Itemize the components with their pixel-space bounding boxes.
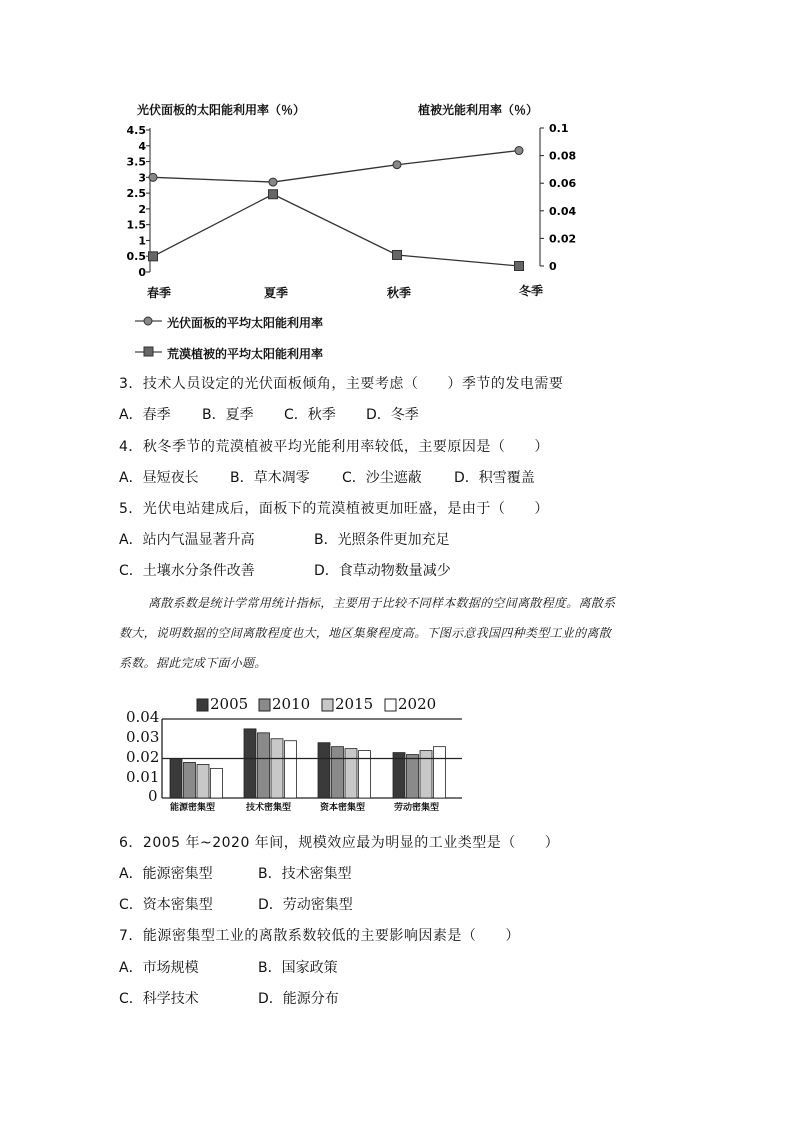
bar-2005 [170,759,182,799]
left-tick-label: 1.5 [126,218,146,232]
left-tick-label: 4.5 [126,124,146,137]
legend-label-veg: 荒漠植被的平均太阳能利用率 [167,347,324,361]
bar-category-technology: 技术密集型 [246,803,292,813]
bar-2020 [359,751,371,798]
right-axis-title: 植被光能利用率（％） [418,103,539,117]
question-7-option-b: B．国家政策 [258,960,338,976]
bar-2010 [258,733,270,798]
question-5-option-c: C．土壤水分条件改善 [119,563,255,579]
left-tick-label: 0 [138,266,146,279]
question-6-option-a: A．能源密集型 [119,866,213,882]
legend-label-2020: 2020 [398,695,437,713]
legend-swatch-2015 [322,699,333,711]
bar-category-labor: 劳动密集型 [394,803,440,813]
bar-2010 [184,762,196,798]
bar-y-tick-0.01: 0.01 [126,768,160,786]
bar-2010 [407,755,419,798]
legend-swatch-2010 [259,699,270,711]
right-tick-label: 0.04 [549,204,577,218]
bar-category-energy: 能源密集型 [170,803,216,813]
legend-label-2005: 2005 [210,695,249,713]
bar-2005 [393,753,405,798]
question-4-option-c: C．沙尘遮蔽 [342,470,422,486]
legend-swatch-2020 [385,699,396,711]
bar-2005 [318,743,330,798]
left-tick-label: 2 [138,202,146,216]
question-7-option-a: A．市场规模 [119,960,199,976]
question-7-option-c: C．科学技术 [119,991,199,1007]
right-tick-label: 0.02 [549,232,577,246]
question-6-option-d: D．劳动密集型 [258,897,353,913]
question-3-option-d: D．冬季 [366,407,419,423]
bars [170,729,446,798]
bar-y-tick-0.02: 0.02 [126,748,160,766]
question-4-option-d: D．积雪覆盖 [454,470,535,486]
passage-line-2: 数大，说明数据的空间离散程度也大，地区集聚程度高。下图示意我国四种类型工业的离散 [119,626,612,640]
question-6-stem: 6．2005 年~2020 年间，规模效应最为明显的工业类型是（ ） [119,835,560,851]
question-5-option-a: A．站内气温显著升高 [119,532,255,548]
question-3-option-a: A．春季 [119,407,171,423]
left-tick-label: 4 [138,139,146,153]
passage-line-1: 离散系数是统计学常用统计指标，主要用于比较不同样本数据的空间离散程度。离散系 [148,596,616,610]
question-4-stem: 4．秋冬季节的荒漠植被平均光能利用率较低，主要原因是（ ） [119,439,549,455]
x-label-autumn: 秋季 [387,286,412,300]
question-6-option-c: C．资本密集型 [119,897,213,913]
question-4-option-b: B．草木凋零 [230,470,310,486]
question-5-option-d: D．食草动物数量减少 [314,563,451,579]
question-5-stem: 5．光伏电站建成后，面板下的荒漠植被更加旺盛，是由于（ ） [119,501,549,517]
legend-label-pv: 光伏面板的平均太阳能利用率 [167,316,324,330]
bar-2020 [285,741,297,798]
question-7-option-d: D．能源分布 [258,991,339,1007]
left-tick-label: 3.5 [126,155,146,169]
question-3-stem: 3．技术人员设定的光伏面板倾角，主要考虑（ ）季节的发电需要 [119,376,564,392]
x-label-spring: 春季 [147,286,172,300]
bar-y-tick-0: 0 [148,787,158,805]
legend-label-2015: 2015 [335,695,374,713]
left-tick-label: 2.5 [126,187,146,201]
bar-2015 [345,749,357,798]
legend-label-2010: 2010 [272,695,311,713]
bar-2005 [244,729,256,798]
x-label-winter: 冬季 [519,284,544,298]
bar-2015 [271,739,283,798]
right-tick-label: 0.1 [549,122,569,135]
bar-2010 [332,747,344,798]
question-6-option-b: B．技术密集型 [258,866,352,882]
left-tick-label: 1 [138,234,146,248]
question-3-option-c: C．秋季 [284,407,336,423]
x-label-summer: 夏季 [264,286,289,300]
question-3-option-b: B．夏季 [202,407,254,423]
bar-y-tick-0.03: 0.03 [126,728,160,746]
legend-swatch-2005 [197,699,208,711]
question-5-option-b: B．光照条件更加充足 [314,532,450,548]
bar-y-tick-0.04: 0.04 [126,708,160,726]
right-tick-label: 0 [549,260,557,273]
right-tick-label: 0.06 [549,177,577,191]
bar-2020 [434,747,446,798]
question-7-stem: 7．能源密集型工业的离散系数较低的主要影响因素是（ ） [119,928,520,944]
left-axis-title: 光伏面板的太阳能利用率（％） [137,103,306,117]
left-tick-label: 3 [138,171,146,185]
bar-2015 [420,751,432,798]
bar-category-capital: 资本密集型 [320,803,366,813]
bar-2015 [197,764,209,798]
left-tick-label: 0.5 [126,250,146,264]
question-4-option-a: A．昼短夜长 [119,470,199,486]
right-tick-label: 0.08 [549,149,577,163]
passage-line-3: 系数。据此完成下面小题。 [119,656,267,670]
bar-2020 [211,768,223,798]
